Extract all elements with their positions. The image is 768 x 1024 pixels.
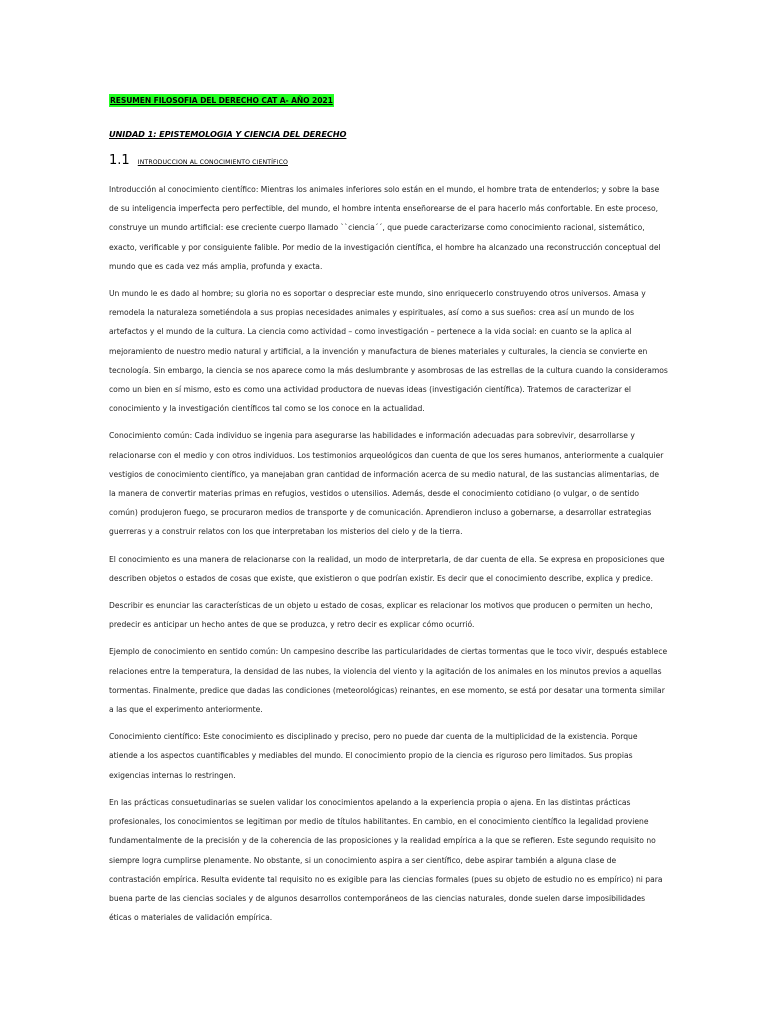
section-heading xyxy=(109,149,668,168)
paragraph: Conocimiento común: Cada individuo se ingenia para asegurarse las habilidades e información adecuadas para sobrevivir, desarrollarse y relacionarse con el medio y con otros individuos. Los testimonios arqueológicos dan cuenta de que los seres humanos, anteriormente a cualquier vestigios de conocimiento científico, ya manejaban gran cantidad de información acerca de su medio natural, de las sustancias alimentarias, de la manera de convertir materias primas en refugios, vestidos o utensilios. Además, desde el conocimiento cotidiano (o vulgar, o de sentido común) produjeron fuego, se procuraron medios de transporte y de comunicación. Aprendieron incluso a gobernarse, a desarrollar estrategias guerreras y a construir relatos con los que interpretaban los misterios del cielo y de la tierra. xyxy=(109,431,664,537)
unit-heading: UNIDAD 1: EPISTEMOLOGIA Y CIENCIA DEL DERECHO xyxy=(109,129,347,139)
section-title: INTRODUCCION AL CONOCIMIENTO CIENTÍFICO xyxy=(137,159,288,166)
paragraph: El conocimiento es una manera de relacionarse con la realidad, un modo de interpretarla, de dar cuenta de ella. Se expresa en proposiciones que describen objetos o estados de cosas que existe, que existieron o que podrían existir. Es decir que el conocimiento describe, explica y predice. xyxy=(109,554,665,583)
section-number: 1.1 xyxy=(109,153,130,168)
paragraph: Introducción al conocimiento científico: Mientras los animales inferiores solo están en el mundo, el hombre trata de entenderlos; y sobre la base de su inteligencia imperfecta pero perfectible, del mundo, el hombre intenta enseñorearse de el para hacerlo más confortable. En este proceso, construye un mundo artificial: ese creciente cuerpo llamado ``ciencia´´, que puede caracterizarse como conocimiento racional, sistemático, exacto, verificable y por consiguiente falible. Por medio de la investigación científica, el hombre ha alcanzado una reconstrucción conceptual del mundo que es cada vez más amplia, profunda y exacta. xyxy=(109,185,661,271)
document-title-row xyxy=(109,88,668,107)
paragraph: Describir es enunciar las características de un objeto u estado de cosas, explicar es relacionar los motivos que producen o permiten un hecho, predecir es anticipar un hecho antes de que se produzca, y retro decir es explicar cómo ocurrió. xyxy=(109,601,653,630)
paragraph: Conocimiento científico: Este conocimiento es disciplinado y preciso, pero no puede dar cuenta de la multiplicidad de la existencia. Porque atiende a los aspectos cuantificables y mediables del mundo. El conocimiento propio de la ciencia es riguroso pero limitados. Sus propias exigencias internas lo restringen. xyxy=(109,732,638,780)
paragraph: En las prácticas consuetudinarias se suelen validar los conocimientos apelando a la experiencia propia o ajena. En las distintas prácticas profesionales, los conocimientos se legitiman por medio de títulos habilitantes. En cambio, en el conocimiento científico la legalidad proviene fundamentalmente de la precisión y de la coherencia de las proposiciones y la realidad empírica a la que se refieren. Este segundo requisito no siempre logra cumplirse plenamente. No obstante, si un conocimiento aspira a ser científico, debe aspirar también a alguna clase de contrastación empírica. Resulta evidente tal requisito no es exigible para las ciencias formales (pues su objeto de estudio no es empírico) ni para buena parte de las ciencias sociales y de algunos desarrollos contemporáneos de las ciencias naturales, donde suelen darse imposibilidades éticas o materiales de validación empírica. xyxy=(109,797,663,923)
paragraph: Ejemplo de conocimiento en sentido común: Un campesino describe las particularidades de ciertas tormentas que le toco vivir, después establece relaciones entre la temperatura, la densidad de las nubes, la violencia del viento y la agitación de los animales en los minutos previos a aquellas tormentas. Finalmente, predice que dadas las condiciones (meteorológicas) reinantes, en ese momento, se está por desatar una tormenta similar a las que el experimento anteriormente. xyxy=(109,647,668,715)
paragraph: Un mundo le es dado al hombre; su gloria no es soportar o despreciar este mundo, sino enriquecerlo construyendo otros universos. Amasa y remodela la naturaleza sometiéndola a sus propias necesidades animales y espirituales, así como a sus sueños: crea así un mundo de los artefactos y el mundo de la cultura. La ciencia como actividad – como investigación – pertenece a la vida social: en cuanto se la aplica al mejoramiento de nuestro medio natural y artificial, a la invención y manufactura de bienes materiales y culturales, la ciencia se convierte en tecnología. Sin embargo, la ciencia se nos aparece como la más deslumbrante y asombrosas de las estrellas de la cultura cuando la consideramos como un bien en sí mismo, esto es como una actividad productora de nuevas ideas (investigación científica). Tratemos de caracterizar el conocimiento y la investigación científicos tal como se los conoce en la actualidad. xyxy=(109,289,668,414)
document-title: RESUMEN FILOSOFIA DEL DERECHO CAT A- AÑO 2021 xyxy=(110,96,333,105)
paragraphs xyxy=(109,180,668,927)
